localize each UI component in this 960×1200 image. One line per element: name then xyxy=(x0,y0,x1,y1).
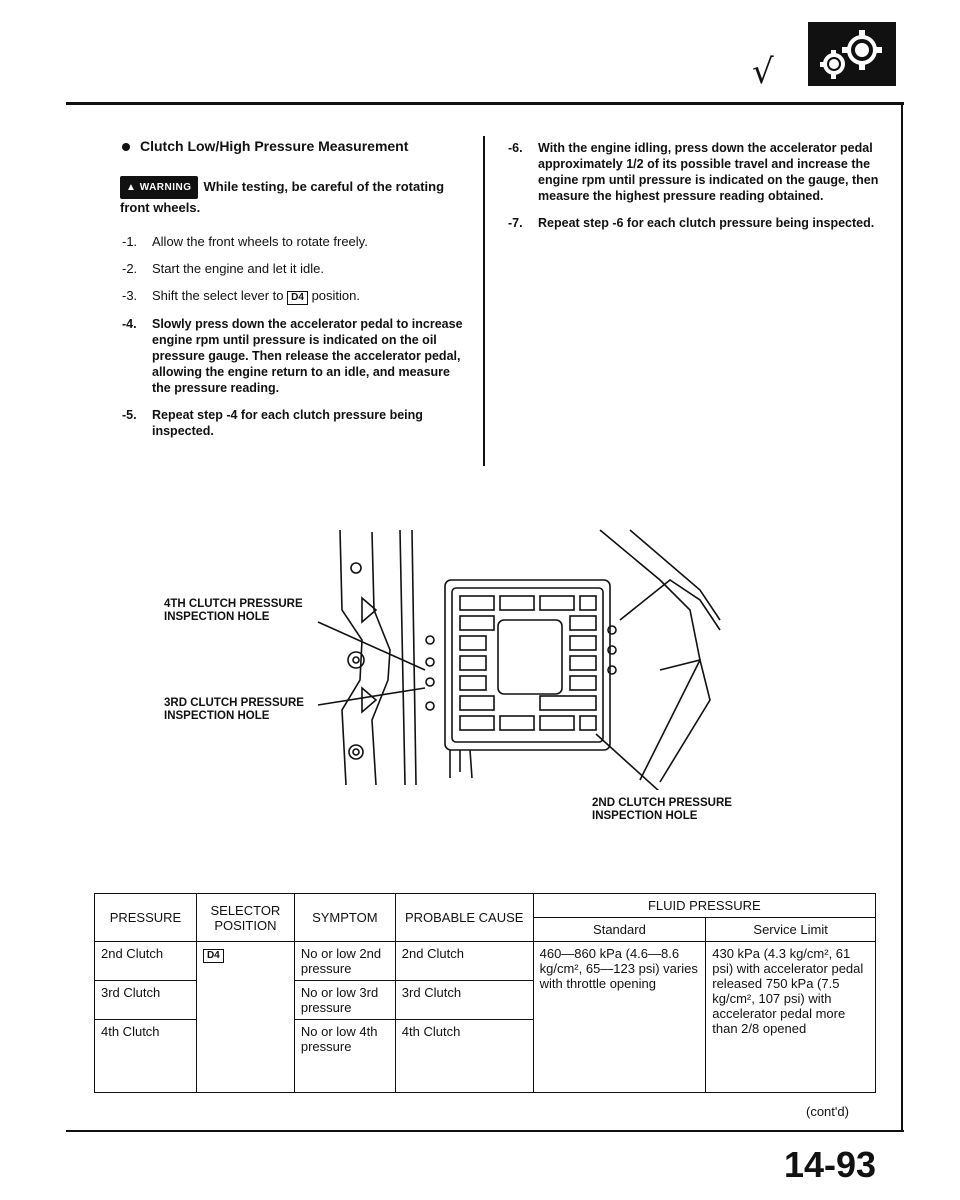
header-cause: PROBABLE CAUSE xyxy=(395,894,533,942)
standard-cell: 460—860 kPa (4.6—8.6 kg/cm², 65—123 psi) varies with throttle opening xyxy=(533,942,706,1093)
warning-text: While testing, be careful of the rotating front wheels. xyxy=(120,178,445,215)
page-number: 14-93 xyxy=(784,1144,877,1185)
selector-cell: D4 xyxy=(196,942,294,1093)
column-divider xyxy=(483,136,485,466)
step-4: -4. Slowly press down the accelerator pedal to increase engine rpm until pressure is indicated on the oil pressure gauge. Then release the accelerator pedal, allowing the engine return to an idle, and measure the pressure reading. xyxy=(122,317,463,395)
table-row: 3rd Clutch No or low 3rd pressure 3rd Clutch xyxy=(95,981,876,1020)
table-row: 4th Clutch No or low 4th pressure 4th Clutch xyxy=(95,1020,876,1093)
step-5: -5. Repeat step -4 for each clutch pressure being inspected. xyxy=(122,408,423,438)
warning xyxy=(120,176,467,216)
header-fluid: FLUID PRESSURE xyxy=(533,894,875,918)
label-3rd-clutch: 3RD CLUTCH PRESSURE INSPECTION HOLE xyxy=(164,697,304,722)
step-7: -7. Repeat step -6 for each clutch pressure being inspected. xyxy=(508,216,875,230)
header-standard: Standard xyxy=(533,918,706,942)
warning-badge: ▲ WARNING xyxy=(120,176,198,199)
contd: (cont'd) xyxy=(806,1104,849,1119)
header-pressure: PRESSURE xyxy=(95,894,197,942)
right-rule xyxy=(901,102,903,1132)
left-column xyxy=(122,138,467,450)
header-symptom: SYMPTOM xyxy=(294,894,395,942)
top-rule xyxy=(66,102,904,105)
header-service: Service Limit xyxy=(706,918,876,942)
header-selector: SELECTOR POSITION xyxy=(196,894,294,942)
bottom-rule xyxy=(66,1130,904,1132)
checkmark: √ xyxy=(752,52,774,92)
section-title: Clutch Low/High Pressure Measurement xyxy=(122,138,467,154)
pressure-table xyxy=(94,893,876,1093)
transmission-diagram xyxy=(300,520,740,790)
right-column xyxy=(508,140,883,242)
gear-icon xyxy=(808,22,896,86)
table-row: 2nd Clutch D4 No or low 2nd pressure 2nd Clutch 460—860 kPa (4.6—8.6 kg/cm², 65—123 psi) varies with throttle opening 430 kPa (4.3 kg/cm², 61 psi) with accelerator pedal released 750 kPa (7.5 kg/cm², 107 psi) with accelerator pedal more than 2/8 opened xyxy=(95,942,876,981)
label-2nd-clutch: 2ND CLUTCH PRESSURE INSPECTION HOLE xyxy=(592,797,732,822)
step-3: -3. Shift the select lever to D4 position. xyxy=(122,288,360,303)
step-6: -6. With the engine idling, press down the accelerator pedal approximately 1/2 of its possible travel and increase the engine rpm until pressure is indicated on the gauge, then measure the highest pressure reading obtained. xyxy=(508,141,879,203)
d4-box: D4 xyxy=(287,291,308,305)
bullet-icon xyxy=(122,143,130,151)
label-4th-clutch: 4TH CLUTCH PRESSURE INSPECTION HOLE xyxy=(164,598,303,623)
step-2: -2. Start the engine and let it idle. xyxy=(122,261,325,276)
step-1: -1. Allow the front wheels to rotate freely. xyxy=(122,234,368,249)
service-limit-cell: 430 kPa (4.3 kg/cm², 61 psi) with accelerator pedal released 750 kPa (7.5 kg/cm², 107 psi) with accelerator pedal more than 2/8 opened xyxy=(706,942,876,1093)
